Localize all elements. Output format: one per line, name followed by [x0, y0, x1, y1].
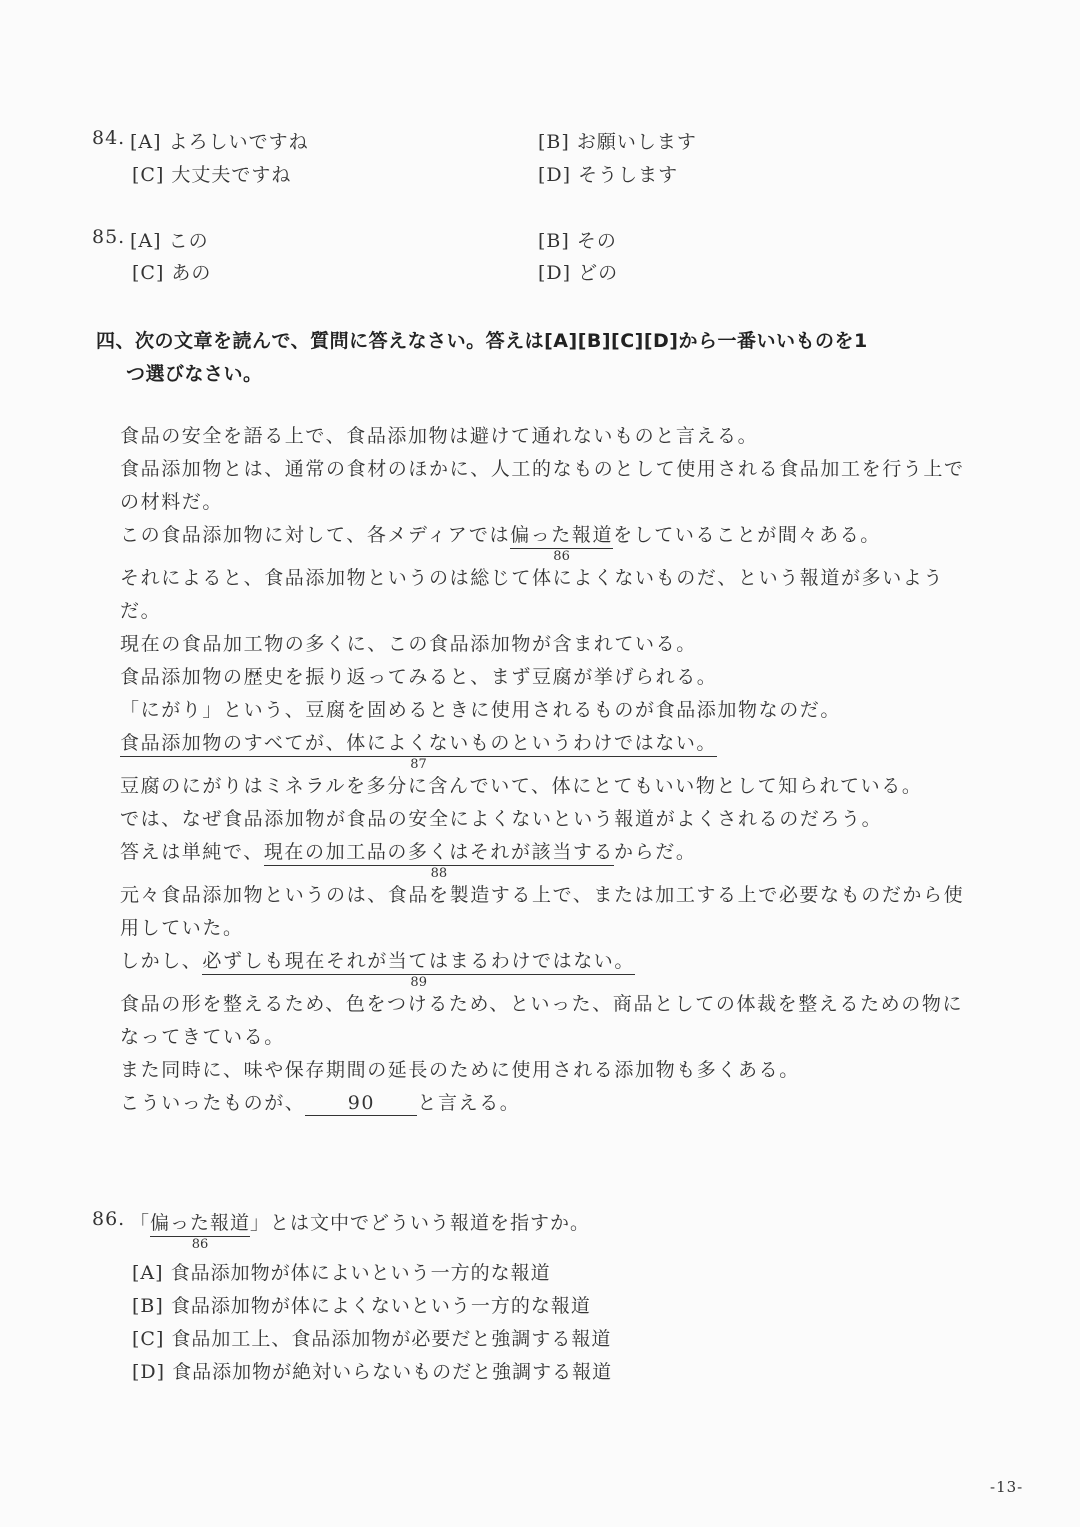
q86-option-c[interactable]: [C] 食品加工上、食品添加物が必要だと強調する報道	[132, 1328, 612, 1350]
passage-paragraph: 「にがり」という、豆腐を固めるときに使用されるものが食品添加物なのだ。	[120, 699, 842, 721]
passage-paragraph: 食品添加物の歴史を振り返ってみると、まず豆腐が挙げられる。	[120, 666, 718, 688]
underline-89: 必ずしも現在それが当てはまるわけではない。 89	[202, 950, 636, 990]
q86-option-b[interactable]: [B] 食品添加物が体によくないという一方的な報道	[132, 1295, 591, 1317]
underline-88: 現在の加工品の多くはそれが該当する 88	[263, 841, 615, 881]
passage-text: からだ。	[614, 841, 697, 863]
passage-text: こういったものが、	[120, 1092, 306, 1114]
passage-paragraph: 豆腐のにがりはミネラルを多分に含んでいて、体にとてもいい物として知られている。	[120, 775, 923, 797]
q86-underline: 偏った報道 86	[150, 1212, 251, 1252]
q84-option-c[interactable]: [C] 大丈夫ですね	[132, 164, 292, 186]
underline-number-88: 88	[430, 866, 448, 881]
q84-option-a[interactable]: [A] よろしいですね	[130, 131, 309, 153]
passage-paragraph	[98, 836, 978, 881]
passage-paragraph: また同時に、味や保存期間の延長のために使用される添加物も多くある。	[120, 1059, 800, 1081]
q86-number: 86.	[92, 1208, 126, 1230]
q85-option-a[interactable]: [A] この	[130, 230, 209, 252]
section-heading-line2: つ選びなさい。	[126, 363, 263, 385]
section-heading-line1: 四、次の文章を読んで、質問に答えなさい。答えは[A][B][C][D]から一番いいものを1	[96, 330, 868, 352]
q85-option-b[interactable]: [B] その	[538, 230, 617, 252]
passage-paragraph: 現在の食品加工物の多くに、この食品添加物が含まれている。	[120, 633, 697, 655]
underline-87: 食品添加物のすべてが、体によくないものというわけではない。 87	[120, 732, 718, 772]
passage-paragraph: 食品の安全を語る上で、食品添加物は避けて通れないものと言える。	[120, 425, 759, 447]
q84-number: 84.	[92, 127, 126, 149]
q85-option-d[interactable]: [D] どの	[538, 262, 619, 284]
underline-86: 偏った報道 86	[510, 524, 614, 564]
q86-option-d[interactable]: [D] 食品添加物が絶対いらないものだと強調する報道	[132, 1361, 613, 1383]
passage-paragraph: 食品添加物とは、通常の食材のほかに、人工的なものとして使用される食品加工を行う上での材料だ。	[120, 458, 965, 513]
passage-text: 答えは単純で、	[120, 841, 264, 863]
q86-option-a[interactable]: [A] 食品添加物が体によいという一方的な報道	[132, 1262, 551, 1284]
passage-paragraph: 食品の形を整えるため、色をつけるため、といった、商品としての体裁を整えるための物になってきている。	[120, 993, 964, 1048]
passage-text: しかし、	[120, 950, 203, 972]
underline-number-89: 89	[410, 975, 427, 990]
passage-paragraph: それによると、食品添加物というのは総じて体によくないものだ、という報道が多いようだ。	[120, 567, 945, 622]
passage-paragraph	[98, 519, 978, 564]
q86-underline-number: 86	[191, 1237, 209, 1252]
q86-stem: 「偏った報道 86 」とは文中でどういう報道を指すか。	[130, 1212, 591, 1252]
reading-passage	[98, 420, 978, 1120]
passage-paragraph	[98, 1087, 978, 1120]
q85-option-c[interactable]: [C] あの	[132, 262, 212, 284]
passage-paragraph: では、なぜ食品添加物が食品の安全によくないという報道がよくされるのだろう。	[120, 808, 883, 830]
q84-option-b[interactable]: [B] お願いします	[538, 131, 697, 153]
passage-text: をしていることが間々ある。	[613, 524, 881, 546]
q85-number: 85.	[92, 226, 126, 248]
passage-text: この食品添加物に対して、各メディアでは	[120, 524, 511, 546]
underline-number-86: 86	[553, 549, 570, 564]
blank-90: 90	[305, 1091, 417, 1116]
page-number: -13-	[990, 1478, 1024, 1496]
passage-text: と言える。	[417, 1092, 521, 1114]
underline-number-87: 87	[410, 757, 427, 772]
q84-option-d[interactable]: [D] そうします	[538, 164, 679, 186]
passage-paragraph	[98, 945, 978, 990]
passage-paragraph	[98, 727, 978, 772]
passage-paragraph: 元々食品添加物というのは、食品を製造する上で、または加工する上で必要なものだから使用していた。	[120, 884, 965, 939]
